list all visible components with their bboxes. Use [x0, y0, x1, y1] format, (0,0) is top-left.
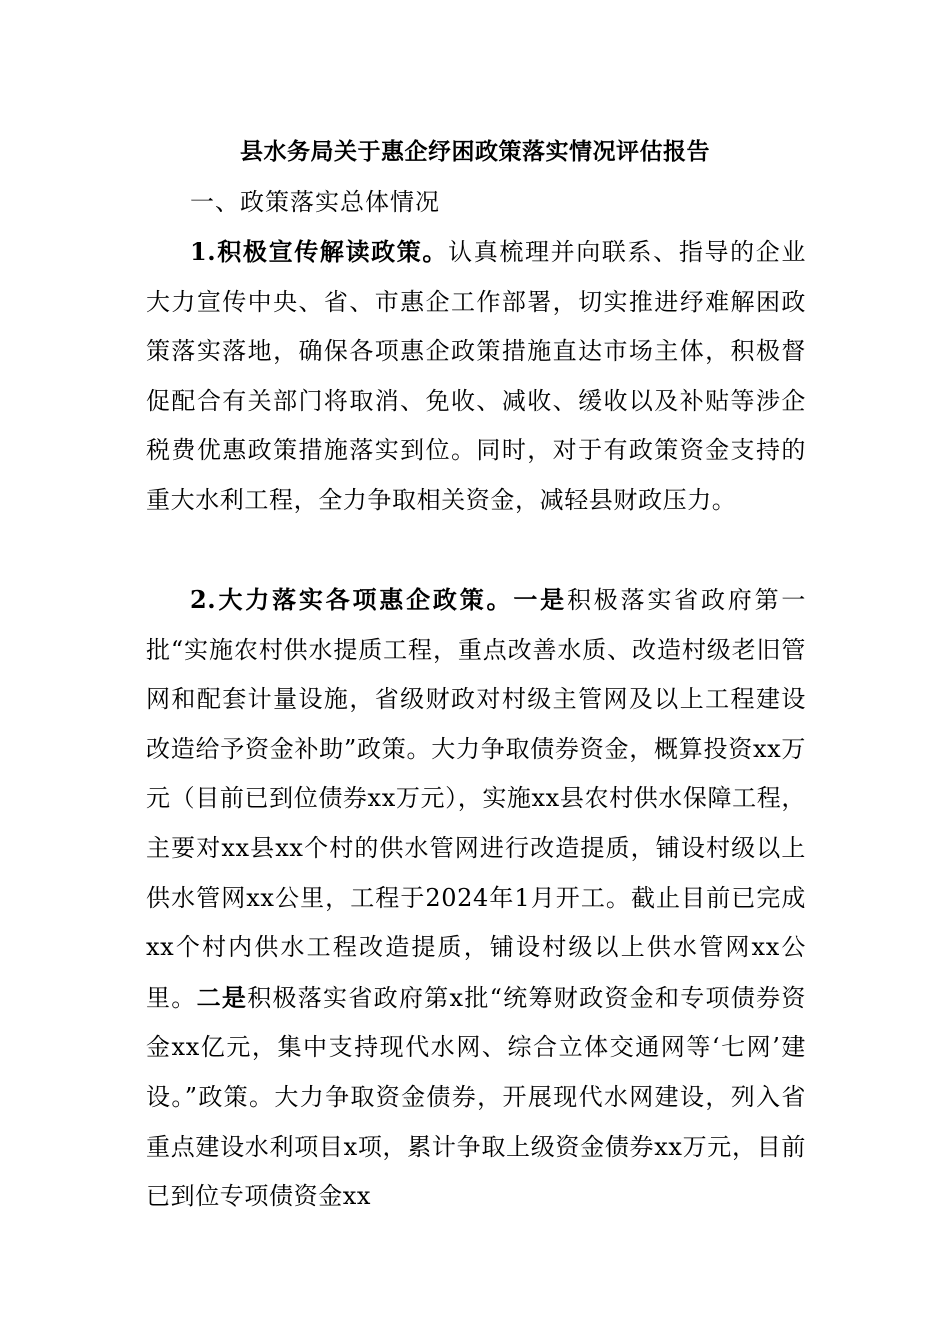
section-heading: 一、政策落实总体情况 — [190, 188, 440, 216]
paragraph-1-lead: 1.积极宣传解读政策。 — [190, 237, 449, 266]
paragraph-2-marker-1: 一是 — [513, 585, 567, 614]
paragraph-2-text-1: 积极落实省政府第一批“实施农村供水提质工程，重点改善水质、改造村级老旧管网和配套计量设施，省级财政对村级主管网及以上工程建设改造给予资金补助”政策。大力争取债券资金，概算投资xx万元（目前已到位债券xx万元），实施xx县农村供水保障工程，主要对xx县xx个村的供水管网进行改造提质，铺设村级以上供水管网xx公里，工程于2024年1月开工。截止目前已完成xx个村内供水工程改造提质，铺设村级以上供水管网xx公里。 — [146, 586, 807, 1012]
paragraph-1-text: 认真梳理并向联系、指导的企业大力宣传中央、省、市惠企工作部署，切实推进纾难解困政策落实落地，确保各项惠企政策措施直达市场主体，积极督促配合有关部门将取消、免收、减收、缓收以及补贴等涉企税费优惠政策措施落实到位。同时，对于有政策资金支持的重大水利工程，全力争取相关资金，减轻县财政压力。 — [146, 238, 806, 514]
paragraph-2 — [146, 575, 806, 1222]
paragraph-2-lead: 2.大力落实各项惠企政策。 — [190, 585, 514, 614]
paragraph-1 — [146, 227, 806, 526]
paragraph-2-text-2: 积极落实省政府第x批“统筹财政资金和专项债券资金xx亿元，集中支持现代水网、综合立体交通网等‘七网’建设。”政策。大力争取资金债券，开展现代水网建设，列入省重点建设水利项目x项，累计争取上级资金债券xx万元，目前已到位专项债资金xx — [146, 983, 807, 1211]
document-title: 县水务局关于惠企纾困政策落实情况评估报告 — [240, 138, 710, 165]
paragraph-2-marker-2: 二是 — [196, 982, 248, 1012]
